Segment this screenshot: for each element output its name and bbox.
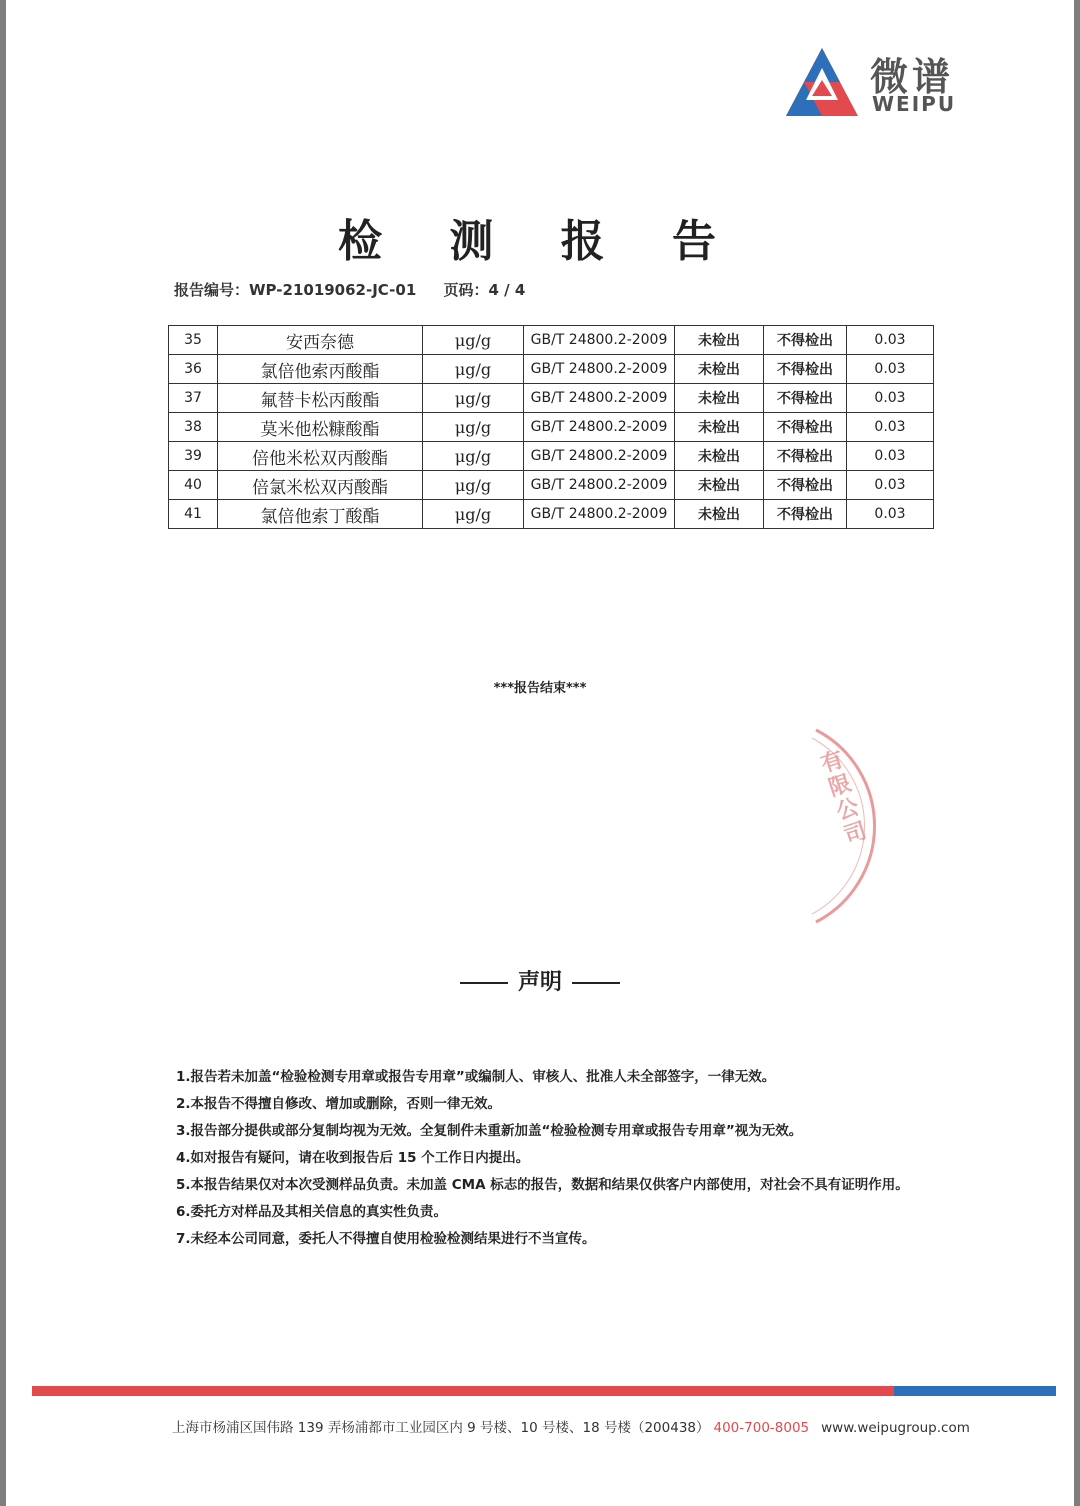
cell-test-standard: GB/T 24800.2-2009 (524, 355, 675, 384)
cell-test-result: 未检出 (675, 355, 764, 384)
table-row (169, 442, 934, 471)
logo-name-en: WEIPU (872, 92, 957, 116)
cell-unit: μg/g (423, 413, 524, 442)
company-logo (782, 44, 982, 124)
cell-limit-requirement: 不得检出 (764, 355, 847, 384)
statement-title: 声明 (517, 970, 562, 995)
cell-limit-requirement: 不得检出 (764, 471, 847, 500)
cell-test-result: 未检出 (675, 326, 764, 355)
footer-website: www.weipugroup.com (821, 1420, 970, 1436)
cell-row-number: 40 (169, 471, 218, 500)
table-row (169, 500, 934, 529)
table-row (169, 355, 934, 384)
report-number: 报告编号：WP-21019062-JC-01 (174, 281, 417, 299)
page-number: 页码：4 / 4 (443, 281, 526, 299)
statement-heading (6, 965, 1074, 996)
footer-contact (172, 1416, 970, 1436)
cell-item-name: 氟替卡松丙酸酯 (218, 384, 423, 413)
cell-detection-limit: 0.03 (847, 326, 934, 355)
cell-row-number: 36 (169, 355, 218, 384)
cell-row-number: 39 (169, 442, 218, 471)
clause-item: 7.未经本公司同意，委托人不得擅自使用检验检测结果进行不当宣传。 (176, 1231, 596, 1247)
stamp-text: 有限公司 (818, 747, 870, 850)
cell-detection-limit: 0.03 (847, 471, 934, 500)
clause-item: 4.如对报告有疑问，请在收到报告后 15 个工作日内提出。 (176, 1150, 530, 1166)
cell-test-standard: GB/T 24800.2-2009 (524, 413, 675, 442)
cell-detection-limit: 0.03 (847, 442, 934, 471)
cell-row-number: 38 (169, 413, 218, 442)
clause-item: 5.本报告结果仅对本次受测样品负责。未加盖 CMA 标志的报告，数据和结果仅供客户内部使用，对社会不具有证明作用。 (176, 1177, 909, 1193)
table-row (169, 413, 934, 442)
cell-test-result: 未检出 (675, 471, 764, 500)
report-end-mark: ***报告结束*** (493, 681, 587, 696)
cell-item-name: 安西奈德 (218, 326, 423, 355)
report-page (6, 0, 1074, 1506)
footer-phone: 400-700-8005 (713, 1420, 810, 1436)
report-meta (174, 279, 547, 300)
cell-test-result: 未检出 (675, 384, 764, 413)
cell-limit-requirement: 不得检出 (764, 442, 847, 471)
cell-limit-requirement: 不得检出 (764, 500, 847, 529)
cell-item-name: 倍他米松双丙酸酯 (218, 442, 423, 471)
cell-test-standard: GB/T 24800.2-2009 (524, 442, 675, 471)
cell-test-standard: GB/T 24800.2-2009 (524, 500, 675, 529)
footer-bar-red (32, 1386, 894, 1396)
cell-unit: μg/g (423, 500, 524, 529)
cell-unit: μg/g (423, 384, 524, 413)
clause-item: 2.本报告不得擅自修改、增加或删除，否则一律无效。 (176, 1096, 502, 1112)
results-table (168, 325, 934, 529)
cell-unit: μg/g (423, 442, 524, 471)
footer-color-bar (32, 1386, 1056, 1396)
table-row (169, 326, 934, 355)
cell-detection-limit: 0.03 (847, 355, 934, 384)
cell-test-result: 未检出 (675, 413, 764, 442)
report-title: 检 测 报 告 (338, 216, 742, 267)
clause-item: 6.委托方对样品及其相关信息的真实性负责。 (176, 1204, 448, 1220)
statement-rule-left (460, 982, 508, 984)
cell-limit-requirement: 不得检出 (764, 384, 847, 413)
table-row (169, 471, 934, 500)
cell-unit: μg/g (423, 355, 524, 384)
cell-test-standard: GB/T 24800.2-2009 (524, 384, 675, 413)
cell-test-standard: GB/T 24800.2-2009 (524, 326, 675, 355)
cell-detection-limit: 0.03 (847, 413, 934, 442)
cell-row-number: 37 (169, 384, 218, 413)
table-row (169, 384, 934, 413)
logo-triangle-icon (782, 44, 862, 124)
cell-test-result: 未检出 (675, 500, 764, 529)
cell-limit-requirement: 不得检出 (764, 413, 847, 442)
clause-item: 3.报告部分提供或部分复制均视为无效。全复制件未重新加盖“检验检测专用章或报告专用章”视为无效。 (176, 1123, 803, 1139)
cell-test-result: 未检出 (675, 442, 764, 471)
cell-item-name: 倍氯米松双丙酸酯 (218, 471, 423, 500)
cell-test-standard: GB/T 24800.2-2009 (524, 471, 675, 500)
footer-address: 上海市杨浦区国伟路 139 弄杨浦都市工业园区内 9 号楼、10 号楼、18 号楼（200438） (172, 1420, 710, 1436)
cell-item-name: 氯倍他索丁酸酯 (218, 500, 423, 529)
cell-detection-limit: 0.03 (847, 500, 934, 529)
cell-unit: μg/g (423, 471, 524, 500)
cell-item-name: 莫米他松糠酸酯 (218, 413, 423, 442)
cell-limit-requirement: 不得检出 (764, 326, 847, 355)
footer-bar-blue (894, 1386, 1056, 1396)
cell-detection-limit: 0.03 (847, 384, 934, 413)
clause-item: 1.报告若未加盖“检验检测专用章或报告专用章”或编制人、审核人、批准人未全部签字，一律无效。 (176, 1069, 776, 1085)
statement-clauses (176, 1064, 928, 1253)
cell-row-number: 41 (169, 500, 218, 529)
cell-row-number: 35 (169, 326, 218, 355)
cell-unit: μg/g (423, 326, 524, 355)
cell-item-name: 氯倍他索丙酸酯 (218, 355, 423, 384)
statement-rule-right (572, 982, 620, 984)
logo-name-cn: 微谱 (870, 55, 955, 99)
